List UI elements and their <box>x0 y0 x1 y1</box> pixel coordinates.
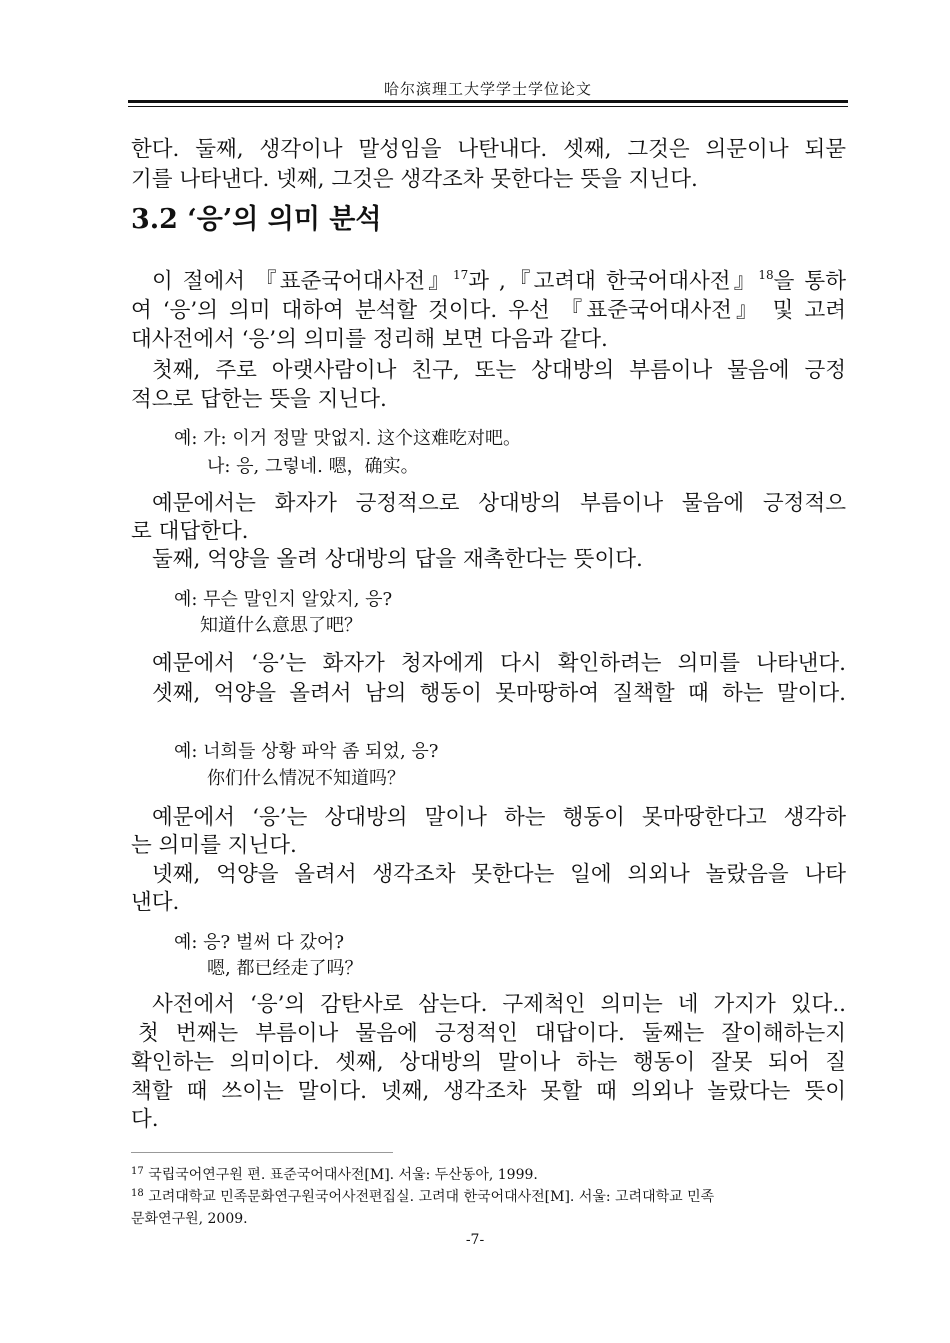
body-text-line: 사전에서 ‘응’의 감탄사로 삼는다. 구제척인 의미는 네 가지가 있다.. <box>152 992 846 1017</box>
body-text-line: 다. <box>131 1107 159 1132</box>
body-text-line: 는 의미를 지닌다. <box>131 833 297 858</box>
body-text-line: 대사전에서 ‘응’의 의미를 정리해 보면 다음과 같다. <box>131 327 608 352</box>
body-text-line: 책할 때 쓰이는 말이다. 넷째, 생각조차 못할 때 의외나 놀랐다는 뜻이 <box>131 1079 846 1104</box>
body-text-line: 이 절에서 『표준국어대사전』$^{17}$과 ,『고려대 한국어대사전』$^{18}$을 통하 <box>152 268 846 294</box>
example-line: 知道什么意思了吧？ <box>200 615 362 636</box>
page-number: -7- <box>465 1232 485 1248</box>
footnote-ref: 17 <box>452 268 469 282</box>
body-text-line: 넷째, 억양을 올려서 생각조차 못한다는 일에 의외나 놀랐음을 나타 <box>152 862 846 887</box>
example-line: 예: 응? 벌써 다 갔어? <box>174 932 344 953</box>
body-text-line: 예문에서 ‘응’는 화자가 청자에게 다시 확인하려는 의미를 나타낸다. <box>152 651 846 676</box>
body-text-line: 둘째, 억양을 올려 상대방의 답을 재촉한다는 뜻이다. <box>152 547 643 572</box>
example-line: 예: 무슨 말인지 알았지, 응? <box>174 589 393 610</box>
body-text-line: 첫째, 주로 아랫사람이나 친구, 또는 상대방의 부름이나 물음에 긍정 <box>152 358 846 383</box>
footnote-ref: 18 <box>758 268 774 282</box>
example-line: 나: 응, 그렇네. 嗯，确实。 <box>207 456 419 477</box>
body-text-line: 셋째, 억양을 올려서 남의 행동이 못마땅하여 질책할 때 하는 말이다. <box>152 681 846 706</box>
body-text-line: 로 대답한다. <box>131 519 249 544</box>
body-text-line: 낸다. <box>131 890 180 915</box>
header-rule-thin <box>128 106 848 107</box>
example-line: 你们什么情况不知道吗？ <box>207 768 405 789</box>
body-text-line: 적으로 답한는 뜻을 지닌다. <box>131 387 387 412</box>
footnote-separator <box>131 1152 393 1153</box>
footnote: $^{17}$ 국립국어연구원 편. 표준국어대사전[M]. 서울: 두산동아, 1999. <box>131 1166 538 1183</box>
example-line: 嗯, 都已经走了吗？ <box>207 958 363 979</box>
body-text-line: 예문에서는 화자가 긍정적으로 상대방의 부름이나 물음에 긍정적으 <box>152 491 846 516</box>
running-header: 哈尔滨理工大学学士学位论文 <box>383 80 592 98</box>
body-text-line: 첫 번째는 부름이나 물음에 긍정적인 대답이다. 둘째는 잘이해하는지 <box>138 1021 846 1046</box>
footnote: $^{18}$ 고려대학교 민족문화연구원국어사전편집실. 고려대 한국어대사전[M]. 서울: 고려대학교 민족 <box>131 1188 715 1205</box>
body-text-line: 예문에서 ‘응’는 상대방의 말이나 하는 행동이 못마땅한다고 생각하 <box>152 805 846 830</box>
body-text-line: 여 ‘응’의 의미 대하여 분석할 것이다. 우선 『표준국어대사전』 및 고려 <box>131 298 846 323</box>
example-line: 예: 너희들 상황 파악 좀 되었, 응? <box>174 741 439 762</box>
header-rule-thick <box>128 100 848 103</box>
body-text-line: 한다. 둘째, 생각이나 말성임을 나탄내다. 셋째, 그것은 의문이나 되묻 <box>131 137 846 162</box>
footnote-continuation: 문화연구원, 2009. <box>131 1211 248 1227</box>
section-heading: 3.2 ‘응’의 의미 분석 <box>131 204 382 235</box>
body-text-line: 기를 나타낸다. 넷째, 그것은 생각조차 못한다는 뜻을 지닌다. <box>131 167 698 192</box>
body-text-line: 확인하는 의미이다. 셋째, 상대방의 말이나 하는 행동이 잘못 되어 질 <box>131 1050 846 1075</box>
example-line: 예: 가: 이거 정말 맛없지. 这个这难吃对吧。 <box>174 428 521 449</box>
